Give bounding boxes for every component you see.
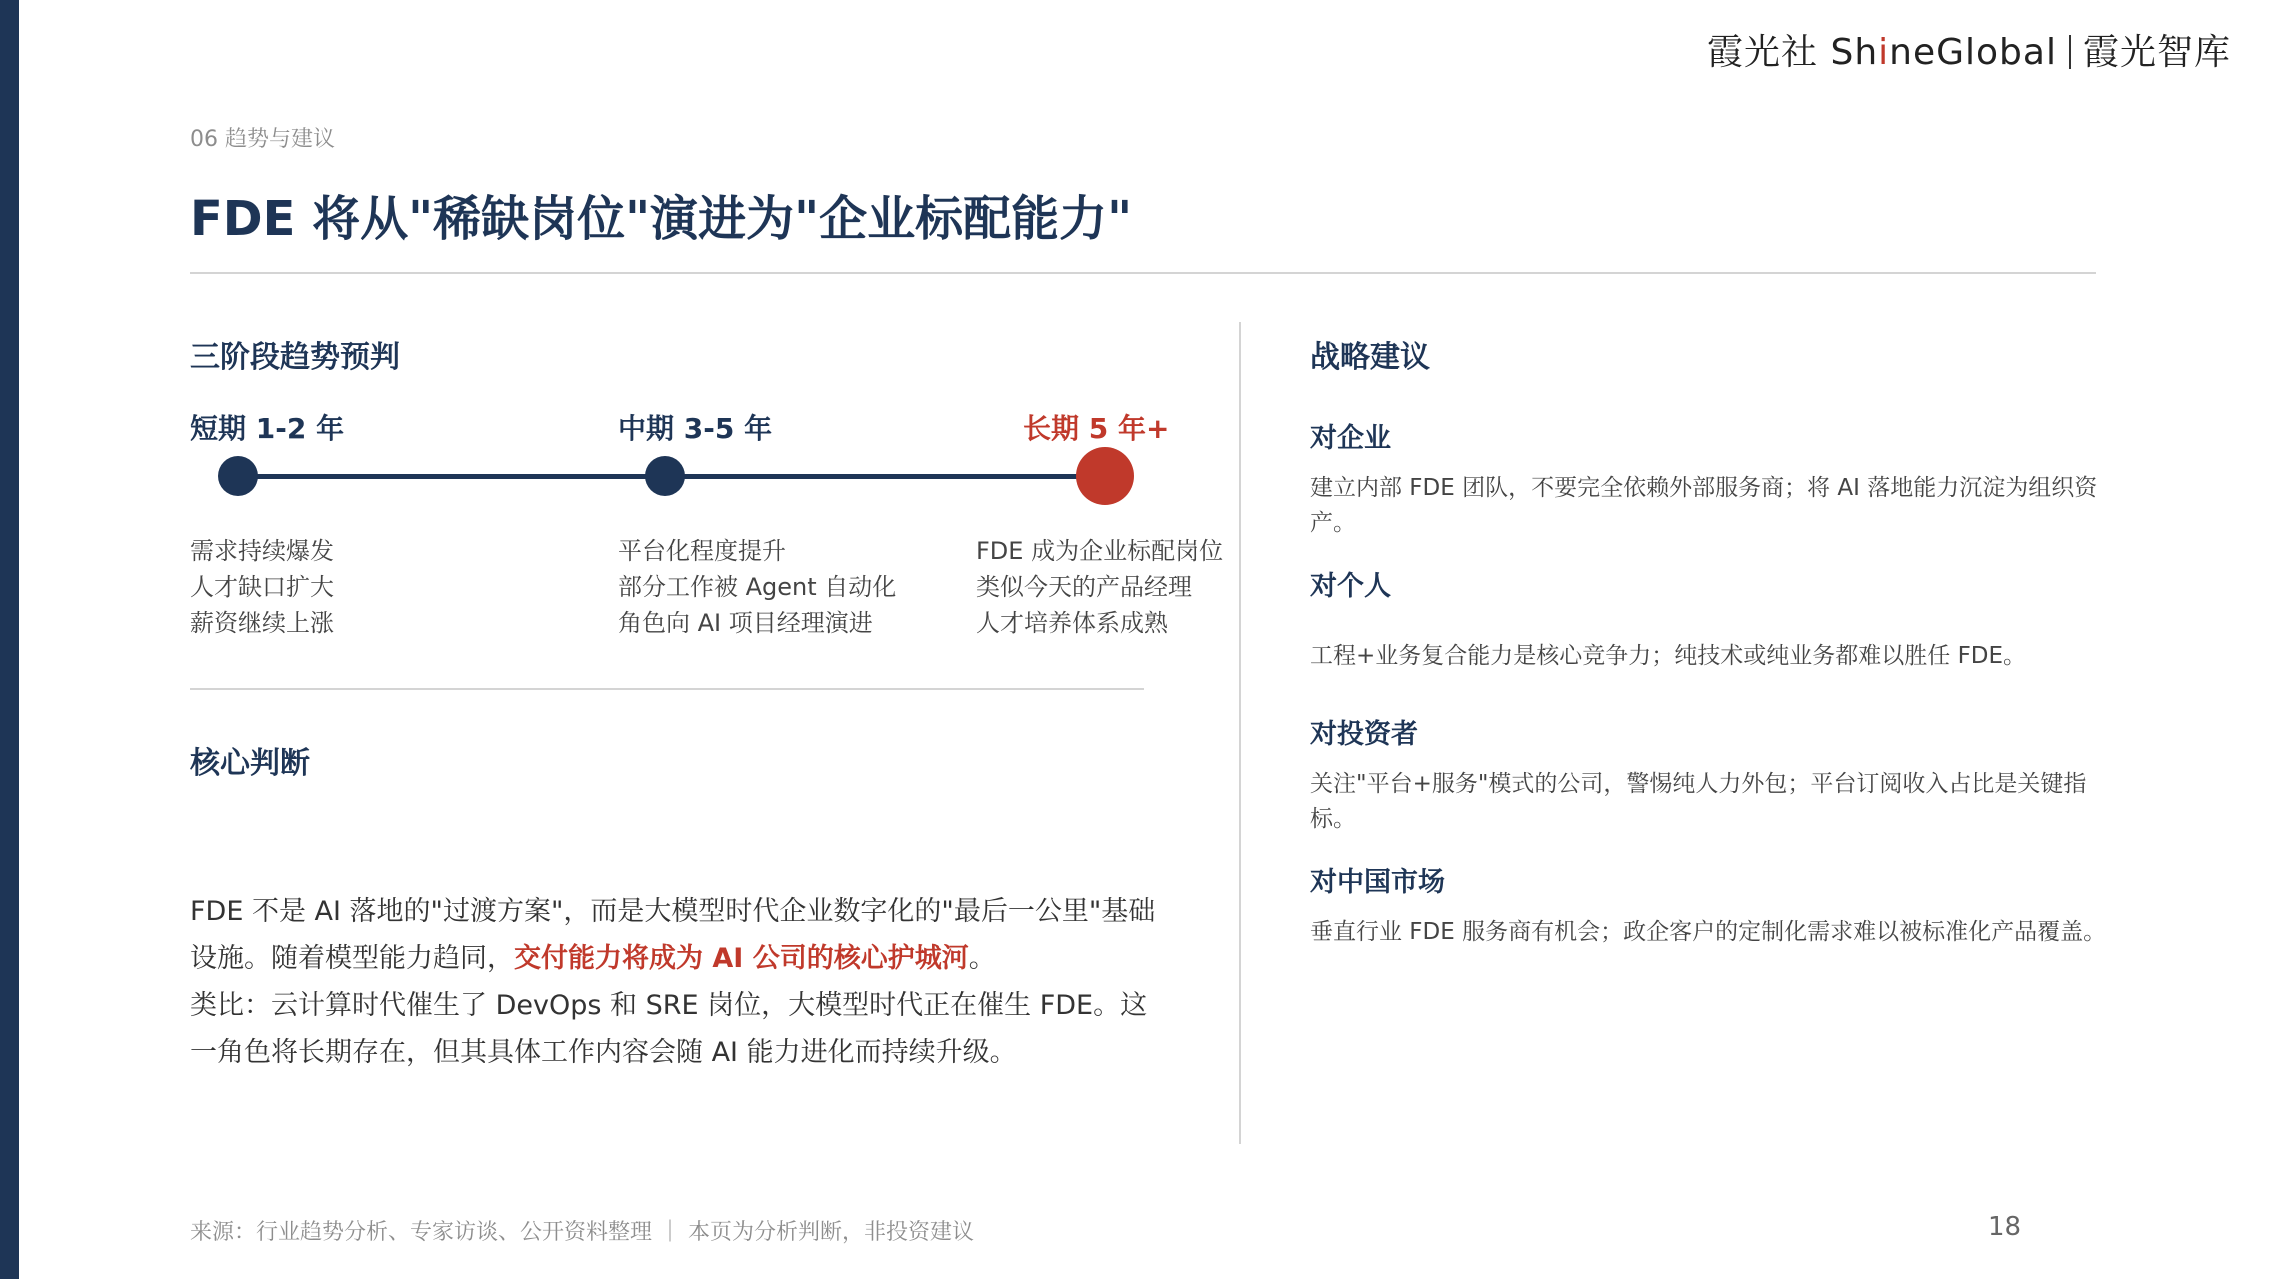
recommendation-china-market [1310, 860, 2110, 950]
brand-secondary: 霞光智库 [2082, 32, 2231, 73]
recommendation-enterprise [1310, 416, 2110, 541]
recommendation-text: 建立内部 FDE 团队，不要完全依赖外部服务商；将 AI 落地能力沉淀为组织资产。 [1310, 475, 2098, 536]
timeline-dot-short [218, 456, 258, 496]
timeline-heading: 三阶段趋势预判 [190, 340, 400, 375]
judgment-body [190, 888, 1170, 1076]
page-title: FDE 将从"稀缺岗位"演进为"企业标配能力" [190, 191, 1133, 247]
phase-label-long: 长期 5 年+ [1023, 412, 1170, 445]
recommendations-heading: 战略建议 [1310, 340, 1430, 375]
brand-name: 霞光社 Sh [1707, 32, 1879, 73]
phase-label-mid: 中期 3-5 年 [618, 412, 773, 445]
judgment-highlight: 交付能力将成为 AI 公司的核心护城河 [514, 943, 969, 974]
phase-label-short: 短期 1-2 年 [190, 412, 345, 445]
page-number: 18 [1988, 1212, 2022, 1242]
column-divider [1239, 322, 1241, 1144]
list-item: 薪资继续上涨 [190, 609, 334, 637]
brand-logo [1707, 24, 2231, 75]
list-item: 需求持续爆发 [190, 537, 334, 565]
list-item: 角色向 AI 项目经理演进 [618, 609, 873, 637]
footer-source: 来源：行业趋势分析、专家访谈、公开资料整理 ｜ 本页为分析判断，非投资建议 [190, 1220, 974, 1245]
recommendation-investor [1310, 712, 2110, 837]
judgment-text-end: 。 [968, 943, 996, 974]
section-divider [190, 688, 1144, 690]
recommendation-title: 对个人 [1310, 571, 1391, 602]
judgment-heading: 核心判断 [190, 746, 310, 781]
judgment-text: FDE 不是 AI 落地的"过渡方案"，而是大模型时代企业数字化的"最后一公里"基础设施。随着模型能力趋同， [190, 896, 1156, 974]
recommendation-text: 关注"平台+服务"模式的公司，警惕纯人力外包；平台订阅收入占比是关键指标。 [1310, 771, 2087, 832]
judgment-paragraph-2: 类比：云计算时代催生了 DevOps 和 SRE 岗位，大模型时代正在催生 FDE。这一角色将长期存在，但其具体工作内容会随 AI 能力进化而持续升级。 [190, 990, 1148, 1068]
phase-items-short [190, 533, 334, 641]
timeline-dot-mid [645, 456, 685, 496]
section-label: 06 趋势与建议 [190, 127, 335, 152]
brand-highlight: i [1878, 32, 1890, 73]
list-item: 平台化程度提升 [618, 537, 786, 565]
recommendation-text: 工程+业务复合能力是核心竞争力；纯技术或纯业务都难以胜任 FDE。 [1310, 643, 2027, 669]
list-item: 人才缺口扩大 [190, 573, 334, 601]
list-item: FDE 成为企业标配岗位 [976, 537, 1224, 565]
list-item: 人才培养体系成熟 [976, 609, 1168, 637]
list-item: 类似今天的产品经理 [976, 573, 1192, 601]
list-item: 部分工作被 Agent 自动化 [618, 573, 897, 601]
brand-name-suffix: neGlobal [1889, 32, 2057, 73]
recommendation-text: 垂直行业 FDE 服务商有机会；政企客户的定制化需求难以被标准化产品覆盖。 [1310, 919, 2107, 945]
recommendation-individual [1310, 564, 2110, 674]
phase-items-long [976, 533, 1223, 641]
recommendation-title: 对投资者 [1310, 719, 1418, 750]
recommendation-title: 对中国市场 [1310, 867, 1445, 898]
brand-divider [2069, 35, 2071, 69]
left-accent-bar [0, 0, 19, 1279]
title-divider [190, 272, 2096, 274]
judgment-paragraph-1 [190, 888, 1170, 982]
phase-items-mid [618, 533, 896, 641]
recommendation-title: 对企业 [1310, 423, 1391, 454]
timeline-dot-long [1076, 447, 1134, 505]
